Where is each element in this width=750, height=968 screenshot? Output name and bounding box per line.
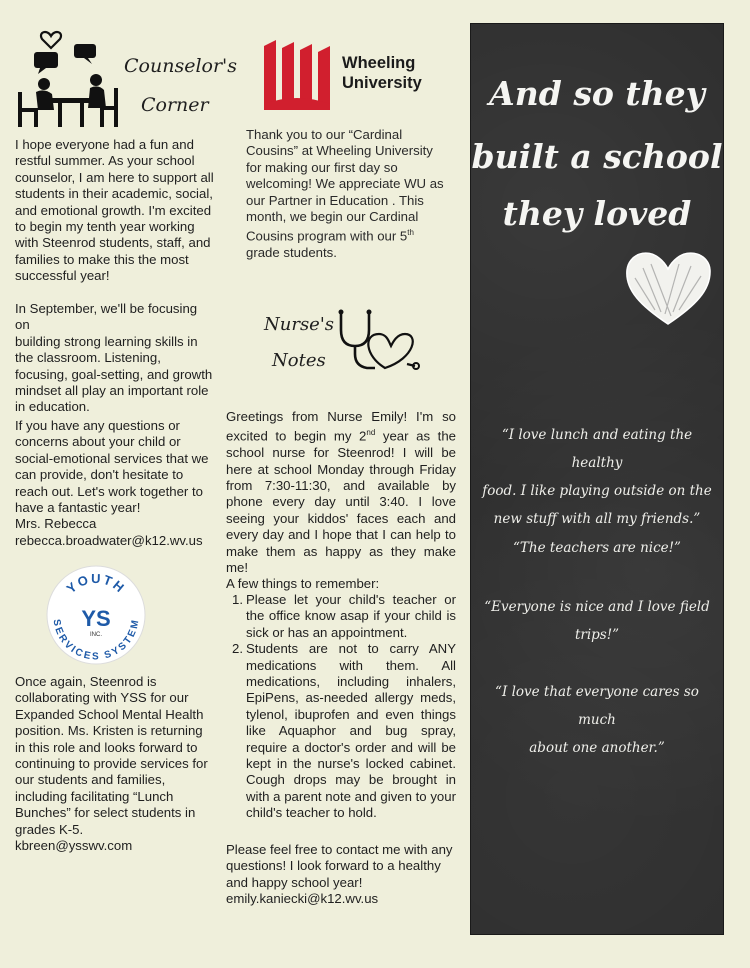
text-line: month, we begin our Cardinal	[246, 209, 419, 225]
nurse-closing-paragraph	[226, 842, 456, 908]
counselor-title-line2: Corner	[141, 94, 209, 116]
text-line: If you have any questions or	[15, 418, 180, 433]
list-item	[232, 641, 456, 821]
student-quote	[481, 678, 713, 762]
text-line: and emotional growth. I'm excited	[15, 202, 212, 218]
counselor-signature: Mrs. Rebecca	[15, 516, 97, 532]
counselor-meeting-icon	[14, 22, 122, 130]
list-number: 1.	[232, 592, 243, 607]
yss-paragraph	[15, 674, 215, 854]
counselor-intro-paragraph	[15, 137, 215, 285]
wheeling-name-line2: University	[342, 74, 422, 92]
chalk-heart-icon	[621, 246, 716, 328]
student-quote	[481, 534, 713, 562]
text-line: I hope everyone had a fun and	[15, 137, 194, 152]
text-line: grades K-5.	[15, 821, 84, 837]
counselor-contact-paragraph	[15, 418, 215, 549]
text-line: Cousins” at Wheeling University	[246, 143, 433, 159]
quote-line: “Everyone is nice and I love field	[484, 599, 710, 615]
counselor-title-line1: Counselor's	[124, 55, 238, 77]
text-line: welcoming! We appreciate WU as	[246, 176, 444, 192]
wheeling-name-line1: Wheeling	[342, 54, 416, 72]
text-line: have a fantastic year!	[15, 500, 141, 516]
chalkboard-title-line1: And so they	[489, 74, 705, 113]
list-item-text: Students are not to carry ANY medications with them. All medications, including inhalers, EpiPens, as-needed allergy meds, tylenol, ibuprofen and even things like Aquaphor and bug spray, require a doctor's order and will be kept in the nurse's locked cabinet. Cough drops may be brought in with a parent note and given to your child's teacher to hold.	[246, 641, 456, 821]
wheeling-paragraph	[246, 127, 451, 262]
text-fragment: Cousins program with our 5	[246, 228, 408, 244]
list-item	[232, 592, 456, 641]
quote-line: food. I like playing outside on the	[482, 483, 712, 499]
text-line: continuing to provide services for	[15, 756, 208, 772]
nurse-remember-heading: A few things to remember:	[226, 576, 380, 591]
text-line: and happy school year!	[226, 874, 363, 890]
quote-line: “I love lunch and eating the healthy	[501, 427, 693, 471]
text-line: reach out. Let's work together to	[15, 483, 203, 499]
text-line: with Steenrod students, staff, and	[15, 235, 211, 251]
text-fragment: Greetings from Nurse Emily! I'm so excited to begin my 2	[226, 409, 456, 444]
quote-line: about one another.”	[529, 740, 665, 756]
text-line: grade students.	[246, 245, 337, 261]
quote-line: “The teachers are nice!”	[513, 540, 681, 556]
chalkboard-title-line2: built a school	[471, 137, 723, 176]
text-line: Please feel free to contact me with any	[226, 842, 453, 857]
text-line: students in their academic, social,	[15, 186, 213, 202]
nurse-reminder-list	[232, 592, 456, 822]
quote-line: “I love that everyone cares so much	[495, 684, 699, 728]
text-line: in this role and looks forward to	[15, 739, 198, 755]
yss-logo	[46, 565, 146, 665]
text-line: concerns about your child or	[15, 434, 181, 450]
text-line: In September, we'll be focusing on	[15, 301, 198, 333]
yss-logo-inc: INC.	[90, 632, 102, 638]
text-line: our Partner in Education . This	[246, 192, 424, 208]
text-line: including facilitating “Lunch	[15, 788, 174, 804]
quote-line: new stuff with all my friends.”	[493, 511, 701, 527]
nurse-email[interactable]: emily.kaniecki@k12.wv.us	[226, 891, 379, 907]
list-item-text: Please let your child's teacher or the office know asap if your child is sick or has an appointment.	[246, 592, 456, 640]
quote-line: trips!”	[574, 627, 620, 643]
nurse-greeting-paragraph	[226, 409, 456, 576]
text-line	[246, 225, 451, 245]
text-line: mindset all play an important role	[15, 383, 209, 399]
list-number: 2.	[232, 641, 243, 657]
text-line: the classroom. Listening,	[15, 350, 161, 366]
text-line: in education.	[15, 399, 90, 415]
nurse-title-line1: Nurse's	[264, 314, 335, 335]
text-fragment: year as the school nurse for Steenrod! I will be here at school Monday through Friday from 7:30-11:30, and available by phone every day until 3:40. I love seeing your kiddos' faces each and every day and I hope that I can help to make them as happy as they make me!	[226, 428, 456, 576]
chalkboard-panel	[470, 23, 724, 935]
text-line: restful summer. As your school	[15, 153, 195, 169]
yss-logo-bottom-text: SERVICES SYSTEM	[50, 618, 142, 663]
text-line: families to make this the most	[15, 251, 189, 267]
student-quote	[481, 593, 713, 649]
wheeling-university-logo-icon	[264, 40, 330, 110]
text-line: Bunches” for select students in	[15, 805, 196, 821]
text-line: our students and families,	[15, 772, 166, 788]
stethoscope-heart-icon	[335, 308, 421, 376]
counselor-email[interactable]: rebecca.broadwater@k12.wv.us	[15, 532, 203, 548]
wheeling-university-name	[342, 53, 422, 93]
student-quote	[481, 421, 713, 533]
text-line: can provide, don't hesitate to	[15, 467, 184, 483]
text-line: successful year!	[15, 268, 110, 284]
superscript: nd	[366, 428, 376, 438]
text-line: position. Ms. Kristen is returning	[15, 723, 203, 739]
yss-email[interactable]: kbreen@ysswv.com	[15, 838, 133, 854]
chalkboard-title-line3: they loved	[502, 194, 692, 233]
text-line: focusing, goal-setting, and growth	[15, 366, 213, 382]
text-line: for making our first day so	[246, 159, 398, 175]
text-line: questions! I look forward to a healthy	[226, 858, 441, 874]
text-line: to begin my tenth year working	[15, 219, 195, 235]
yss-logo-top-text: YOUTH	[63, 570, 129, 597]
yss-logo-mark: YS	[81, 606, 111, 631]
nurse-title-line2: Notes	[272, 350, 326, 371]
text-line: Expanded School Mental Health	[15, 706, 204, 722]
text-line: Thank you to our “Cardinal	[246, 127, 403, 142]
text-line: Once again, Steenrod is	[15, 674, 157, 689]
counselor-september-paragraph	[15, 301, 215, 416]
text-line: collaborating with YSS for our	[15, 690, 189, 706]
text-line: building strong learning skills in	[15, 333, 198, 349]
text-line: social-emotional services that we	[15, 450, 209, 466]
text-line: counselor, I am here to support all	[15, 169, 214, 185]
superscript: th	[407, 228, 414, 238]
